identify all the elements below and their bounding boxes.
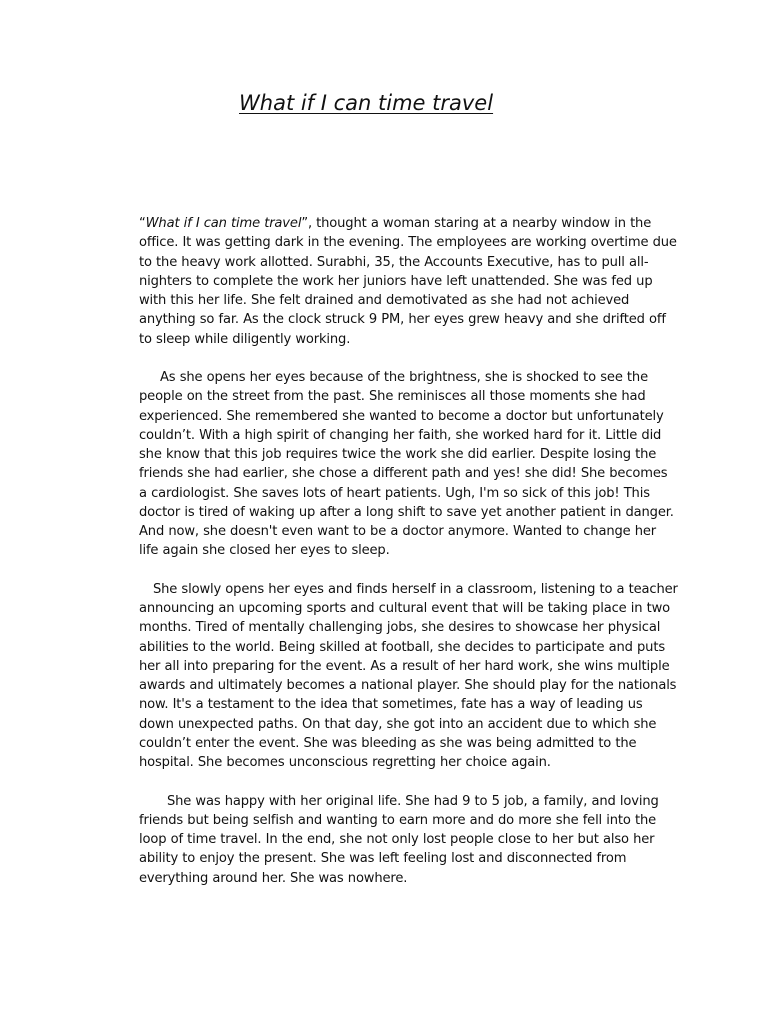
paragraph-2: As she opens her eyes because of the brightness, she is shocked to see the people on the street from the past. She reminisces all those moments she had experienced. She remembered she wanted to become a doctor but unfortunately couldn’t. With a high spirit of changing her faith, she worked hard for it. Little did she know that this job requires twice the work she did earlier. Despite losing the friends she had earlier, she chose a different path and yes! she did! She becomes a cardiologist. She saves lots of heart patients. Ugh, I'm so sick of this job! This doctor is tired of waking up after a long shift to save yet another patient in danger. And now, she doesn't even want to be a doctor anymore. Wanted to change her life again she closed her eyes to sleep. [139,370,674,559]
italic-quoted-phrase: What if I can time travel [145,216,302,231]
paragraph-1-text: ”, thought a woman staring at a nearby window in the office. It was getting dark in the evening. The employees are working overtime due to the heavy work allotted. Surabhi, 35, the Accounts Executive, has to pull all-nighters to complete the work her juniors have left unattended. She was fed up with this her life. She felt drained and demotivated as she had not achieved anything so far. As the clock struck 9 PM, her eyes grew heavy and she drifted off to sleep while diligently working. [139,216,677,347]
paragraph-1 [139,214,679,349]
open-quote: “ [139,216,146,231]
paragraph-4: She was happy with her original life. She had 9 to 5 job, a family, and loving friends but being selfish and wanting to earn more and do more she fell into the loop of time travel. In the end, she not only lost people close to her but also her ability to enjoy the present. She was left feeling lost and disconnected from everything around her. She was nowhere. [139,793,659,886]
document-title: What if I can time travel [239,91,494,115]
document-body [139,214,679,907]
paragraph-3: She slowly opens her eyes and finds herself in a classroom, listening to a teacher announcing an upcoming sports and cultural event that will be taking place in two months. Tired of mentally challenging jobs, she desires to showcase her physical abilities to the world. Being skilled at football, she decides to participate and puts her all into preparing for the event. As a result of her hard work, she wins multiple awards and ultimately becomes a national player. She should play for the nationals now. It's a testament to the idea that sometimes, fate has a way of leading us down unexpected paths. On that day, she got into an accident due to which she couldn’t enter the event. She was bleeding as she was being admitted to the hospital. She becomes unconscious regretting her choice again. [139,581,678,770]
